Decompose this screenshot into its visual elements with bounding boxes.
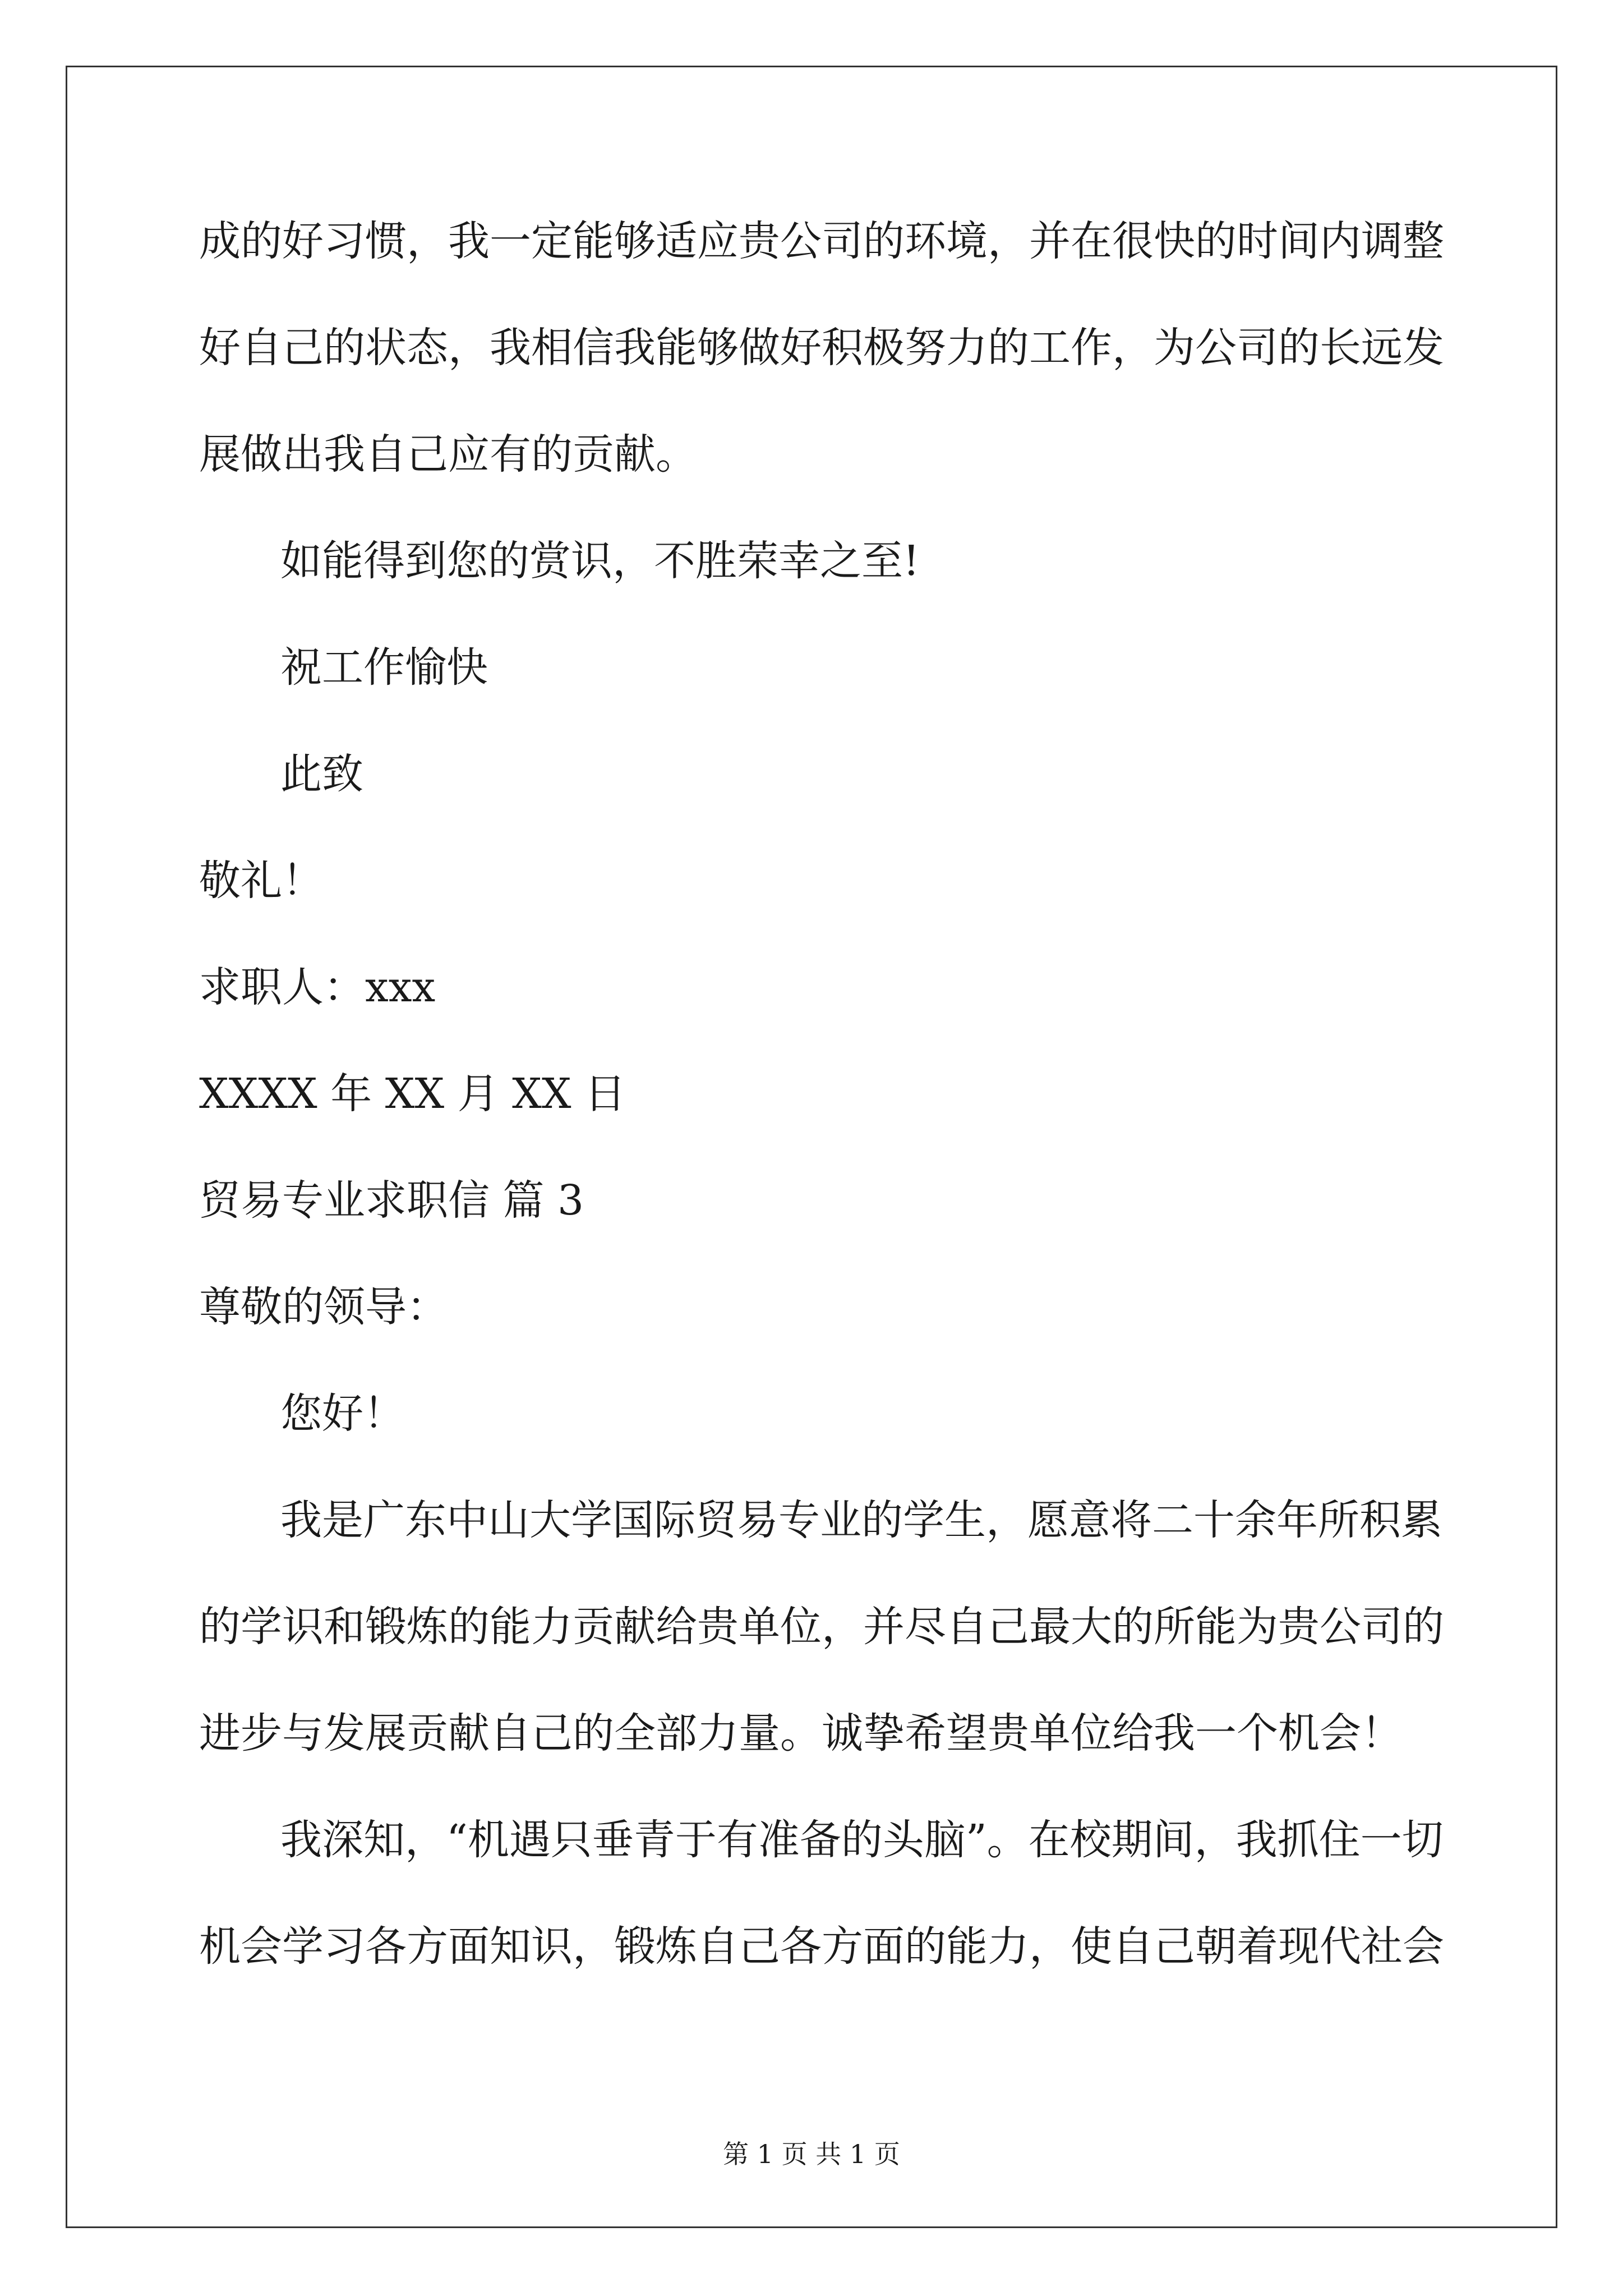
paragraph-line: 机会学习各方面知识，锻炼自己各方面的能力，使自己朝着现代社会	[199, 1922, 1444, 1971]
paragraph-line: 我是广东中山大学国际贸易专业的学生，愿意将二十余年所积累	[280, 1496, 1442, 1544]
page-border	[66, 66, 1557, 2228]
paragraph-line: 展做出我自己应有的贡献。	[199, 430, 697, 478]
paragraph-line: 好自己的状态，我相信我能够做好积极努力的工作，为公司的长远发	[199, 324, 1444, 372]
letter-date: XXXX 年 XX 月 XX 日	[199, 1070, 626, 1118]
section-title: 贸易专业求职信 篇 3	[199, 1176, 584, 1225]
applicant-name: 求职人：xxx	[199, 963, 436, 1011]
paragraph-line: 我深知，“机遇只垂青于有准备的头脑”。在校期间，我抓住一切	[280, 1816, 1444, 1864]
paragraph-line: 的学识和锻炼的能力贡献给贵单位，并尽自己最大的所能为贵公司的	[199, 1603, 1444, 1651]
closing-salutation: 此致	[280, 750, 363, 798]
greeting-recipient: 尊敬的领导：	[199, 1283, 448, 1331]
paragraph-line: 成的好习惯，我一定能够适应贵公司的环境，并在很快的时间内调整	[199, 217, 1444, 265]
paragraph-line: 进步与发展贡献自己的全部力量。诚挚希望贵单位给我一个机会！	[199, 1709, 1403, 1757]
closing-regards: 敬礼！	[199, 857, 324, 905]
closing-line: 如能得到您的赏识，不胜荣幸之至!	[280, 537, 920, 585]
page-footer: 第 1 页 共 1 页	[723, 2139, 900, 2169]
greeting: 您好！	[280, 1389, 405, 1438]
closing-wish: 祝工作愉快	[280, 643, 488, 692]
